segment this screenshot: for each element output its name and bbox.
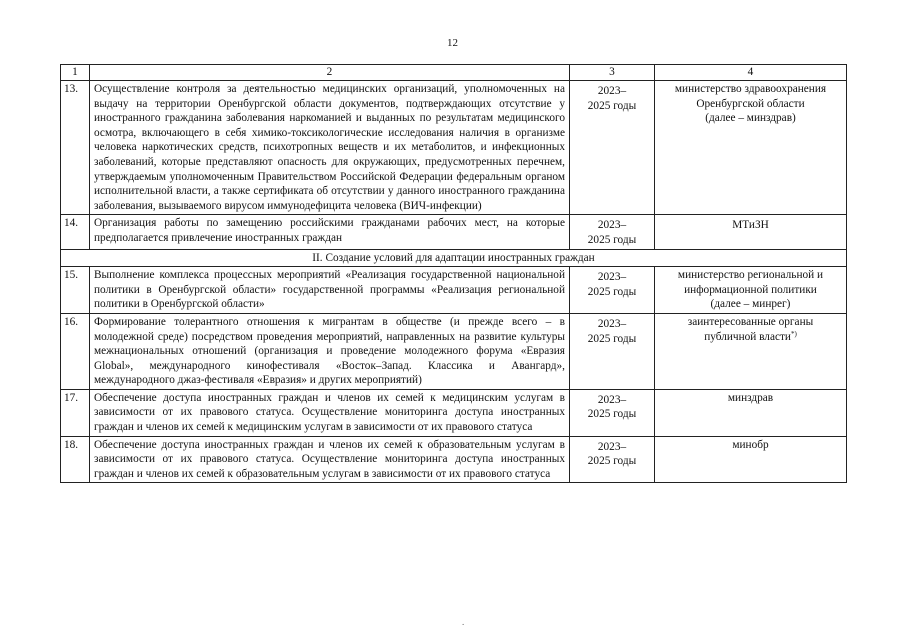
- term-end: 2025 годы: [587, 332, 637, 345]
- responsible-line: (далее – минздрав): [705, 112, 796, 125]
- row-number: 18.: [61, 436, 90, 483]
- measure-description: Формирование толерантного отношения к мигрантам в обществе (и прежде всего – в молодежной среде) посредством проведения мероприятий, направленных на развитие культуры межнациональных отношений (организация и проведение молодежного форума «Евразия Global», международного кинофестиваля «Восток–Запад. Классика и Авангард», международного джаз-фестиваля «Евразия» и других мероприятий): [90, 313, 570, 389]
- term-cell: [570, 436, 655, 483]
- term-cell: [570, 389, 655, 436]
- row-number: 16.: [61, 313, 90, 389]
- responsible-line: минобр: [732, 438, 769, 451]
- footnote-marker: *): [790, 329, 797, 338]
- column-number-1: 1: [61, 65, 90, 81]
- responsible-line: министерство здравоохранения: [674, 83, 827, 95]
- term-start: 2023–: [597, 85, 627, 97]
- table-row: [61, 81, 847, 215]
- row-number: 15.: [61, 267, 90, 314]
- page-number: 12: [447, 37, 458, 49]
- page-mark: .: [462, 617, 465, 627]
- term-start: 2023–: [597, 219, 627, 232]
- measure-description: Обеспечение доступа иностранных граждан и членов их семей к медицинским услугам в зависимости от их правового статуса. Осуществление мониторинга доступа иностранных граждан и членов их семей к медицинским услугам в зависимости от их правового статуса: [90, 389, 570, 436]
- term-start: 2023–: [597, 440, 627, 453]
- responsible-line: минздрав: [727, 391, 774, 404]
- term-cell: [570, 215, 655, 249]
- row-number: 17.: [61, 389, 90, 436]
- term-end: 2025 годы: [587, 455, 637, 468]
- column-number-2: 2: [90, 65, 570, 81]
- row-number: 13.: [61, 81, 90, 215]
- term-cell: [570, 267, 655, 314]
- term-end: 2025 годы: [587, 408, 637, 421]
- measure-description: Выполнение комплекса процессных мероприятий «Реализация государственной национальной политики в Оренбургской области» государственной программы «Реализация региональной политики в Оренбургской области»: [90, 267, 570, 314]
- responsible-line: МТиЗН: [732, 219, 769, 232]
- table-row: [61, 215, 847, 249]
- responsible-text: публичной власти: [704, 330, 791, 343]
- section-title: II. Создание условий для адаптации иностранных граждан: [61, 249, 847, 267]
- responsible-cell: [655, 81, 847, 215]
- responsible-line: информационной политики: [684, 283, 817, 296]
- term-end: 2025 годы: [587, 99, 637, 112]
- responsible-line: (далее – минрег): [710, 298, 791, 311]
- term-end: 2025 годы: [587, 285, 637, 298]
- measure-description: Осуществление контроля за деятельностью медицинских организаций, уполномоченных на выдачу на территории Оренбургской области документов, подтверждающих отсутствие у иностранного гражданина заболевания наркоманией и выданных по результатам медицинского осмотра, включающего в себя химико-токсикологические исследования наличия в организме человека наркотических средств, психотропных веществ и их метаболитов, и инфекционных заболеваний, которые представляют опасность для окружающих, предусмотренных перечнем, утверждаемым уполномоченным Правительством Российской Федерации федеральным органом исполнительной власти, а также сертификата об отсутствии у данного иностранного гражданина заболевания, вызываемого вирусом иммунодефицита человека (ВИЧ-инфекции): [90, 81, 570, 215]
- column-number-3: 3: [570, 65, 655, 81]
- term-start: 2023–: [597, 317, 627, 330]
- row-number: 14.: [61, 215, 90, 249]
- responsible-cell: [655, 313, 847, 389]
- responsible-cell: [655, 389, 847, 436]
- responsible-line: министерство региональной и: [677, 269, 824, 282]
- responsible-cell: [655, 267, 847, 314]
- measures-table: [60, 64, 847, 483]
- table-row: [61, 389, 847, 436]
- responsible-line: Оренбургской области: [696, 97, 805, 110]
- responsible-cell: [655, 436, 847, 483]
- responsible-line: [659, 330, 842, 345]
- term-end: 2025 годы: [587, 233, 637, 246]
- table-row: [61, 313, 847, 389]
- term-start: 2023–: [597, 393, 627, 406]
- column-number-row: [61, 65, 847, 81]
- term-cell: [570, 81, 655, 215]
- responsible-line: заинтересованные органы: [687, 315, 814, 328]
- measure-description: Обеспечение доступа иностранных граждан и членов их семей к образовательным услугам в зависимости от их правового статуса. Осуществление мониторинга доступа иностранных граждан и членов их семей к образовательным услугам в зависимости от их правового статуса: [90, 436, 570, 483]
- section-row: [61, 249, 847, 267]
- table-row: [61, 436, 847, 483]
- measure-description: Организация работы по замещению российскими гражданами рабочих мест, на которые предполагается привлечение иностранных граждан: [90, 215, 570, 249]
- table-row: [61, 267, 847, 314]
- responsible-cell: [655, 215, 847, 249]
- column-number-4: 4: [655, 65, 847, 81]
- term-cell: [570, 313, 655, 389]
- term-start: 2023–: [597, 271, 627, 284]
